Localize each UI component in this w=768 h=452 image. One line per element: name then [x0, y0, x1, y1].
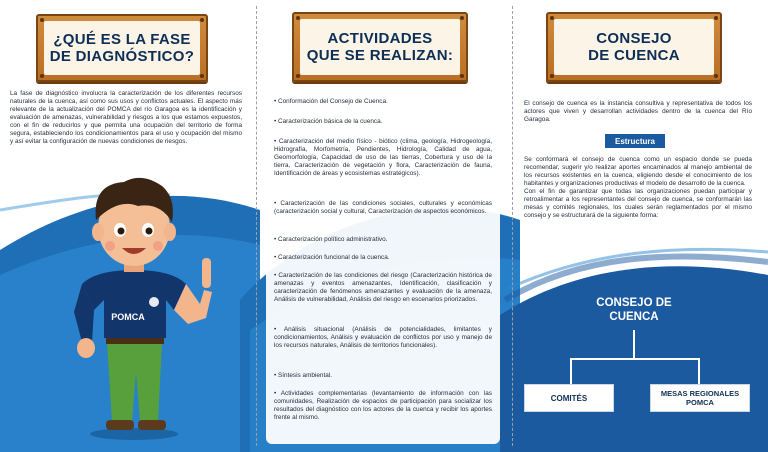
activity-item: • Caracterización básica de la cuenca.	[274, 118, 383, 125]
title-sign	[546, 12, 722, 82]
activity-item: • Caracterización del medio físico - biótico (clima, geología, Hidrogeología, Hidrografía, Morfometría, Pendientes, Hidrología, Calidad de agua, Geomorfología, Capacidad de uso de las tierras, Cobertura y uso de la tierra, Caracterización de vegetación y flora, Caracterización de fauna, Identificación de áreas y ecosistemas estratégicos).	[274, 138, 492, 177]
org-box-comites: COMITÉS	[524, 384, 614, 412]
org-connector	[698, 358, 700, 384]
activity-item: • Caracterización de las condiciones del riesgo (Caracterización histórica de amenazas y eventos amenazantes, Identificación, clasificación y caracterización de fenómenos amenazantes y evaluación de la amenaza, Análisis de vulnerabilidad, Análisis del riesgo en escenarios priorizados.	[274, 272, 492, 303]
org-connector	[570, 358, 699, 360]
activities-list	[266, 88, 500, 444]
activity-item: • Análisis situacional (Análisis de potencialidades, limitantes y condicionamientos, Análisis y evaluación de conflictos por uso y manejo de los recursos naturales, Análisis de territorios funcionales).	[274, 326, 492, 349]
activity-item: • Caracterización funcional de la cuenca.	[274, 254, 390, 261]
structure-description: Se conformará el consejo de cuenca como un espacio donde se pueda recomendar, sugerir y/o realizar aportes encaminados al manejo ambiental de los recursos existentes en la cuenca, eligiendo desde el conocimiento de los habitantes y organizaciones productivas el modelo de desarrollo de la cuenca. Con el fin de garantizar que todas las organizaciones puedan participar y retroalimentar a los representantes del consejo de cuenca, se conformarán las mesas y comités regionales, los cuales serán reglamentados por el mismo consejo y se estructurará de la siguiente forma:	[524, 156, 752, 219]
title-sign	[292, 12, 468, 82]
consejo-intro: El consejo de cuenca es la instancia consultiva y representativa de todos los actores que viven y desarrollan actividades dentro de la cuenca del Río Garagoa.	[524, 100, 752, 123]
title-sign	[36, 14, 208, 82]
activity-item: • Actividades complementarias (levantamiento de información con las comunidades, Realización de espacios de participación para socializar los resultados del diagnóstico con los actores de la cuenca y recibir los aportes frente al mismo.	[274, 390, 492, 421]
mascot-illustration	[62, 172, 232, 442]
activity-item: • Síntesis ambiental.	[274, 372, 333, 379]
activity-item: • Caracterización de las condiciones sociales, culturales y económicas (caracterización social y cultural, Caracterización de aspectos económicos.	[274, 200, 492, 215]
activity-item: • Conformación del Consejo de Cuenca.	[274, 98, 388, 105]
diagnostico-description: La fase de diagnóstico involucra la caracterización de los diferentes recursos naturales de la cuenca, así como sus usos y conflictos actuales. El aspecto más relevante de la actualización del POMCA del río Garagoa es la identificación y evaluación de amenazas, vulnerabilidad y riesgos a los que estamos expuestos, con el fin de reducirlos y que permita una ocupación del territorio de forma segura, estableciendo los condicionamientos para el uso y ocupación del mismo y así evitar la configuración de nuevas condiciones de riesgos.	[10, 90, 242, 145]
activity-item: • Caracterización político administrativo.	[274, 236, 388, 243]
section-title: ¿QUÉ ES LA FASE DE DIAGNÓSTICO?	[49, 31, 195, 65]
org-connector	[570, 358, 572, 384]
column-diagnostico	[0, 0, 256, 452]
shirt-logo-text: POMCA	[111, 312, 145, 322]
column-actividades	[256, 0, 512, 452]
org-connector	[633, 330, 635, 358]
org-box-consejo: CONSEJO DE CUENCA	[596, 297, 672, 323]
section-title: CONSEJO DE CUENCA	[588, 30, 680, 64]
column-consejo	[512, 0, 768, 452]
section-title: ACTIVIDADES QUE SE REALIZAN:	[306, 30, 454, 64]
structure-badge: Estructura	[605, 134, 665, 148]
org-box-mesas: MESAS REGIONALES POMCA	[650, 384, 750, 412]
